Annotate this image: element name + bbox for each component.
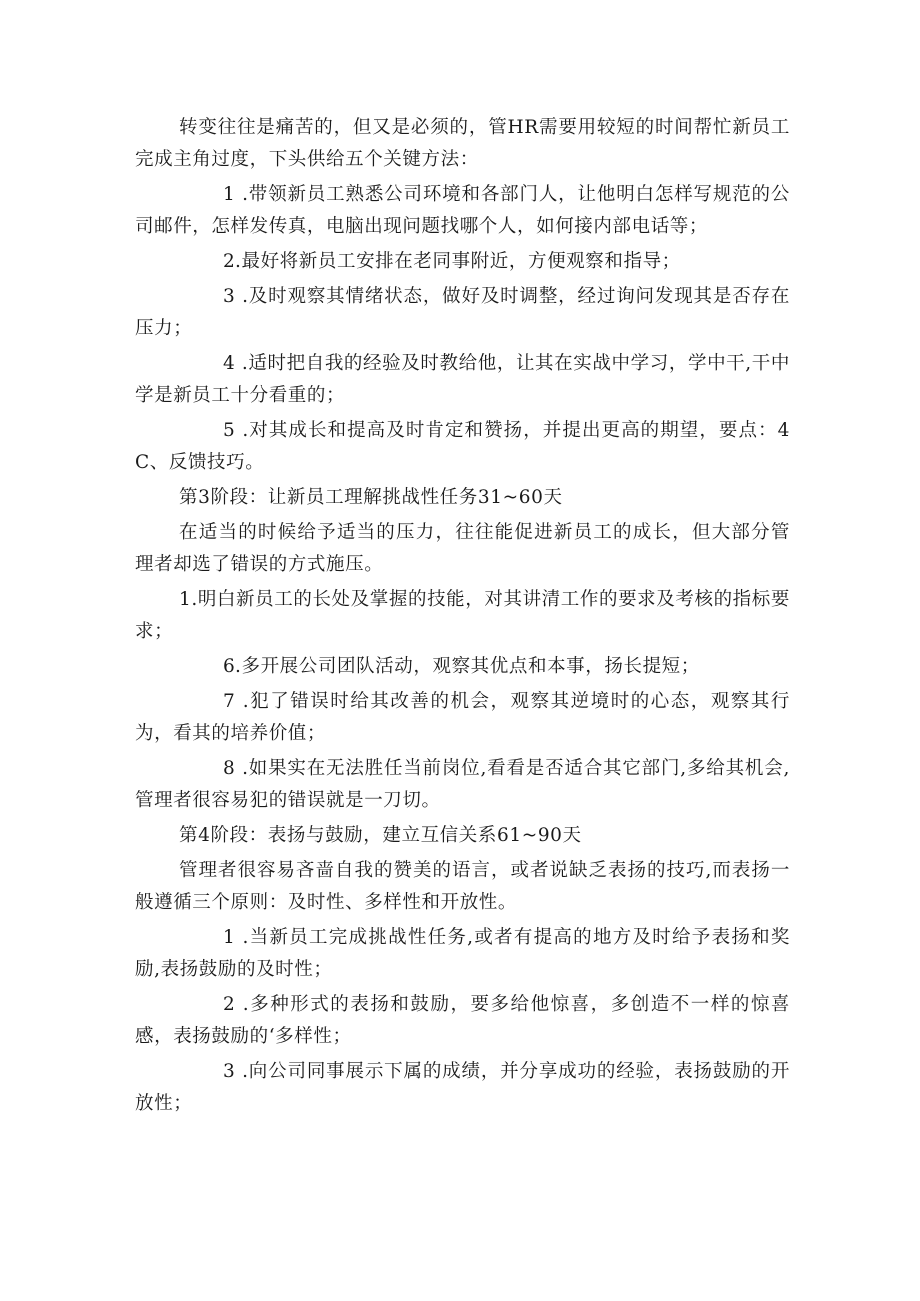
list-number: 4 — [223, 353, 236, 374]
list-number: 2 — [223, 251, 236, 272]
heading-text: 第3阶段：让新员工理解挑战性任务31~60天 — [179, 487, 563, 508]
list-item-method-5 — [135, 415, 790, 479]
list-number: 1 — [223, 927, 236, 948]
list-text: .带领新员工熟悉公司环境和各部门人，让他明白怎样写规范的公司邮件，怎样发传真，电脑出现问题找哪个人，如何接内部电话等； — [135, 184, 790, 237]
heading-text: 第4阶段：表扬与鼓励，建立互信关系61~90天 — [179, 825, 582, 846]
list-number: 1 — [223, 184, 236, 205]
list-item-stage-3-8 — [135, 753, 790, 817]
paragraph-text: 转变往往是痛苦的，但又是必须的，管HR需要用较短的时间帮忙新员工完成主角过度，下头供给五个关键方法： — [135, 117, 790, 170]
paragraph-text: 管理者很容易吝啬自我的赞美的语言，或者说缺乏表扬的技巧,而表扬一般遵循三个原则：及时性、多样性和开放性。 — [135, 860, 790, 913]
list-text: .对其成长和提高及时肯定和赞扬，并提出更高的期望，要点：4C、反馈技巧。 — [135, 420, 790, 473]
list-text: .当新员工完成挑战性任务,或者有提高的地方及时给予表扬和奖励,表扬鼓励的及时性； — [135, 927, 790, 980]
list-text: .适时把自我的经验及时教给他，让其在实战中学习，学中干,干中学是新员工十分看重的； — [135, 353, 791, 406]
list-item-stage-3-1 — [135, 584, 790, 648]
section-heading-stage-3 — [135, 482, 790, 514]
list-text: .最好将新员工安排在老同事附近，方便观察和指导； — [235, 251, 681, 272]
list-item-method-3 — [135, 281, 790, 345]
paragraph-intro — [135, 112, 790, 176]
list-text: .如果实在无法胜任当前岗位,看看是否适合其它部门,多给其机会,管理者很容易犯的错误就是一刀切。 — [135, 758, 791, 811]
list-item-stage-3-7 — [135, 686, 790, 750]
list-item-method-1 — [135, 179, 790, 243]
list-number: 2 — [223, 994, 236, 1015]
list-item-stage-4-3 — [135, 1056, 790, 1120]
list-number: 8 — [223, 758, 236, 779]
list-item-stage-3-6 — [135, 651, 790, 683]
list-number: 6 — [223, 656, 236, 677]
list-text: 1.明白新员工的长处及掌握的技能，对其讲清工作的要求及考核的指标要求； — [135, 589, 790, 642]
paragraph-stage-3-intro — [135, 517, 790, 581]
list-item-method-2 — [135, 246, 790, 278]
list-item-stage-4-2 — [135, 989, 790, 1053]
list-text: .多种形式的表扬和鼓励，要多给他惊喜，多创造不一样的惊喜感，表扬鼓励的‘多样性； — [135, 994, 791, 1047]
list-text: .向公司同事展示下属的成绩，并分享成功的经验，表扬鼓励的开放性； — [135, 1061, 790, 1114]
list-text: .及时观察其情绪状态，做好及时调整，经过询问发现其是否存在压力； — [135, 286, 790, 339]
paragraph-text: 在适当的时候给予适当的压力，往往能促进新员工的成长，但大部分管理者却选了错误的方式施压。 — [135, 522, 790, 575]
document-body — [135, 112, 790, 1123]
list-number: 3 — [223, 1061, 236, 1082]
list-item-stage-4-1 — [135, 922, 790, 986]
list-text: .犯了错误时给其改善的机会，观察其逆境时的心态，观察其行为，看其的培养价值； — [135, 691, 791, 744]
list-number: 7 — [223, 691, 236, 712]
section-heading-stage-4 — [135, 820, 790, 852]
list-text: .多开展公司团队活动，观察其优点和本事，扬长提短； — [235, 656, 700, 677]
paragraph-stage-4-intro — [135, 855, 790, 919]
list-number: 5 — [223, 420, 236, 441]
list-item-method-4 — [135, 348, 790, 412]
list-number: 3 — [223, 286, 236, 307]
